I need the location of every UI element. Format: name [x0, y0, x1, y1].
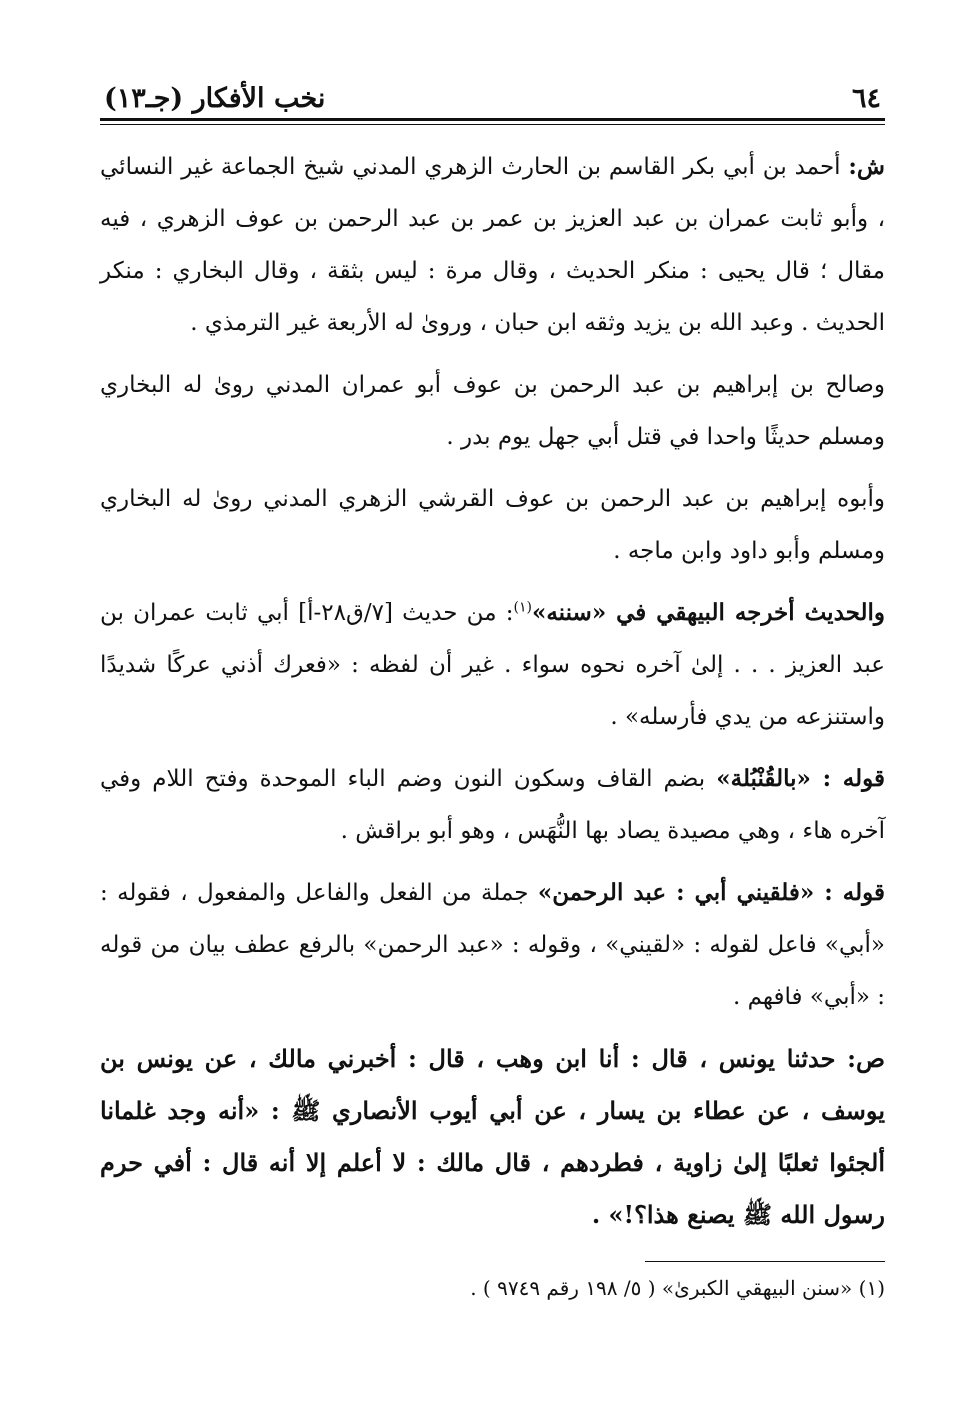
- paragraph-lead: قوله : «فلقيني أبي : عبد الرحمن»: [537, 879, 885, 906]
- paragraph-text: بضم القاف وسكون النون وضم الباء الموحدة وفتح اللام وفي آخره هاء ، وهي مصيدة يصاد بها النُّهَس ، وهو أبو براقش .: [100, 766, 885, 844]
- paragraph-salih: [100, 359, 885, 463]
- header-rule-thin: [100, 124, 885, 125]
- footnote-separator-wrap: [100, 1241, 885, 1262]
- paragraph-lead: والحديث أخرجه البيهقي في «سننه»: [531, 599, 885, 626]
- book-page: [100, 70, 885, 1308]
- paragraph-lead: ش:: [848, 153, 885, 180]
- matn-hadith: ص: حدثنا يونس ، قال : أنا ابن وهب ، قال : أخبرني مالك ، عن يونس بن يوسف ، عن عطاء بن يسار ، عن أبي أيوب الأنصاري ﷺ : «أنه وجد غلمانا ألجئوا ثعلبًا إلىٰ زاوية ، فطردهم ، قال مالك : لا أعلم إلا أنه قال : أفي حرم رسول الله ﷺ يصنع هذا؟!» .: [100, 1044, 885, 1229]
- paragraph-text: وصالح بن إبراهيم بن عبد الرحمن بن عوف أبو عمران المدني روىٰ له البخاري ومسلم حديثًا واحدا في قتل أبي جهل يوم بدر .: [100, 372, 885, 450]
- header-rule: [100, 118, 885, 121]
- page-header: [100, 70, 885, 114]
- paragraph-text: جملة من الفعل والفاعل والمفعول ، فقوله : «أبي» فاعل لقوله : «لقيني» ، وقوله : «عبد الرحمن» بالرفع عطف بيان من قوله : «أبي» فافهم .: [100, 880, 885, 1010]
- body-text: [100, 141, 885, 1241]
- footnote-separator: [645, 1261, 885, 1262]
- paragraph-ibrahim: [100, 473, 885, 577]
- footnote: (١) «سنن البيهقي الكبرىٰ» ( ٥/ ١٩٨ رقم ٩٧٤٩ ) .: [470, 1276, 885, 1300]
- page-number: ٦٤: [851, 83, 881, 114]
- paragraph-lead: قوله : «بالقُنْبُلة»: [716, 765, 885, 792]
- paragraph-text: : من حديث [٧/ق٢٨-أ] أبي ثابت عمران بن عبد العزيز . . . إلىٰ آخره نحوه سواء . غير أن لفظه : «فعرك أذني عركًا شديدًا واستنزعه من يدي فأرسله» .: [100, 600, 885, 730]
- paragraph-bayhaqi: [100, 587, 885, 743]
- paragraph-laqiyani: [100, 867, 885, 1023]
- paragraph-commentary-narrators: [100, 141, 885, 349]
- footnote-marker[interactable]: (١): [513, 599, 532, 616]
- paragraph-qunbula: [100, 753, 885, 857]
- paragraph-text: أحمد بن أبي بكر القاسم بن الحارث الزهري المدني شيخ الجماعة غير النسائي ، وأبو ثابت عمران بن عبد العزيز بن عمر بن عبد الرحمن بن عوف الزهري ، فيه مقال ؛ قال يحيى : منكر الحديث ، وقال مرة : ليس بثقة ، وقال البخاري : منكر الحديث . وعبد الله بن يزيد وثقه ابن حبان ، وروىٰ له الأربعة غير الترمذي .: [100, 154, 885, 336]
- paragraph-text: وأبوه إبراهيم بن عبد الرحمن بن عوف القرشي الزهري المدني روىٰ له البخاري ومسلم وأبو داود وابن ماجه .: [100, 486, 885, 564]
- running-title: نخب الأفكار (جـ١٣): [104, 83, 326, 114]
